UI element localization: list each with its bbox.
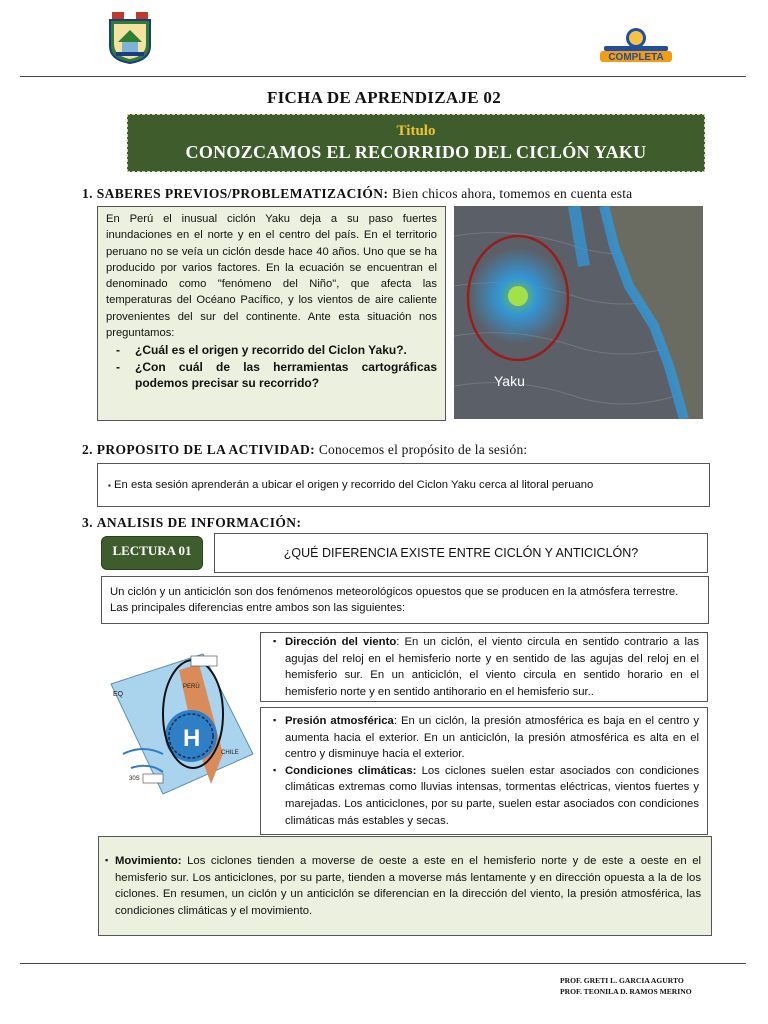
map-label-lat: 30S bbox=[129, 776, 140, 782]
map-label-eq: EQ bbox=[113, 691, 124, 698]
top-divider bbox=[20, 76, 746, 77]
wind-direction-box bbox=[260, 632, 708, 702]
teacher-name: PROF. GRETI L. GARCIA AGURTO bbox=[560, 976, 684, 985]
wind-text: : En un ciclón, el viento circula en sentido contrario a las agujas del reloj en el hemisferio norte y en sentido de las agujas del reloj en el hemisferio sur. En un anticiclón, el viento circula en sentido horario en el hemisferio norte y en sentido antihorario en el hemisferio sur.. bbox=[285, 636, 699, 698]
purpose-box bbox=[97, 463, 710, 507]
anticyclone-map-image bbox=[103, 634, 255, 832]
question-heading: ¿QUÉ DIFERENCIA EXISTE ENTRE CICLÓN Y ANTICICLÓN? bbox=[214, 533, 708, 573]
school-crest-logo bbox=[106, 12, 154, 64]
teacher-name: PROF. TEONILA D. RAMOS MERINO bbox=[560, 986, 692, 996]
bullet-icon: ▪ bbox=[273, 764, 277, 775]
map-label-chile: CHILE bbox=[221, 750, 239, 756]
movement-box bbox=[98, 836, 712, 936]
list-item: - ¿Con cuál de las herramientas cartográficas podemos precisar su recorrido? bbox=[116, 360, 437, 391]
section-3-heading bbox=[82, 515, 722, 531]
wind-term: Dirección del viento bbox=[285, 636, 397, 648]
climate-term: Condiciones climáticas: bbox=[285, 764, 417, 777]
title-banner bbox=[127, 114, 705, 172]
section-number: 1. bbox=[82, 186, 93, 201]
image-label: Yaku bbox=[494, 373, 525, 389]
yaku-satellite-image bbox=[454, 206, 703, 419]
teacher-credits bbox=[560, 976, 760, 997]
purpose-line bbox=[108, 479, 593, 491]
intro-text-box bbox=[97, 206, 446, 421]
question-list bbox=[106, 342, 437, 391]
bullet-icon: ▪ bbox=[273, 715, 277, 725]
jornada-completa-logo bbox=[598, 26, 674, 66]
section-2-heading bbox=[82, 442, 722, 458]
pressure-climate-box bbox=[260, 707, 708, 835]
pressure-text: : En un ciclón, la presión atmosférica es baja en el centro y aumenta hacia el exterior. En un anticiclón, la presión atmosférica es alta en el centro y disminuye hacia el exterior. bbox=[285, 715, 699, 761]
list-item: - ¿Cuál es el origen y recorrido del Ciclon Yaku?. bbox=[116, 343, 407, 358]
map-label-high: H bbox=[183, 725, 201, 752]
section-number: 3. bbox=[82, 515, 93, 530]
section-intro: Conocemos el propósito de la sesión: bbox=[318, 442, 528, 457]
intro-paragraph: En Perú el inusual ciclón Yaku deja a su paso fuertes inundaciones en el norte y en el centro del país. En el territorio peruano no se veía un ciclón desde hace 40 años. Uno que se ha producido por varios factores. En la ecuación se encuentran el denominado como "fenómeno del Niño", que afecta las temperaturas del Océano Pacífico, y los vientos de aire caliente provenientes del sur del continente. Ante esta situación nos preguntamos: bbox=[106, 213, 437, 340]
purpose-text: En esta sesión aprenderán a ubicar el origen y recorrido del Ciclon Yaku cerca al litoral peruano bbox=[113, 479, 594, 491]
movement-text: Los ciclones tienden a moverse de oeste a este en el hemisferio norte y de este a oeste en el hemisferio sur. Los anticiclones, por su parte, tienden a moverse más lentamente y en dirección opuesta a la de los ciclones. En resumen, un ciclón y un anticiclón se diferencian en la dirección del viento, la presión atmosférica, las condiciones climáticas y el movimiento. bbox=[115, 855, 701, 917]
section-title: SABERES PREVIOS/PROBLEMATIZACIÓN: bbox=[96, 186, 389, 201]
definition-box: Un ciclón y un anticiclón son dos fenómenos meteorológicos opuestos que se producen en la atmósfera terrestre. Las principales diferencias entre ambos son las siguientes: bbox=[101, 576, 709, 624]
logo-text: COMPLETA bbox=[608, 52, 664, 63]
bullet-icon: ▪ bbox=[105, 855, 109, 865]
pressure-item bbox=[273, 713, 699, 763]
wind-direction-item bbox=[273, 634, 699, 700]
section-intro: Bien chicos ahora, tomemos en cuenta esta bbox=[392, 186, 633, 201]
bullet-icon: ▪ bbox=[108, 481, 111, 490]
climate-text: Los ciclones suelen estar asociados con condiciones climáticas extremas como lluvias intensas, tormentas eléctricas, vientos fuertes y marejadas. Los anticiclones, por su parte, suelen estar asociados con condiciones climáticas más estables y secas. bbox=[285, 764, 699, 827]
title-label: Titulo bbox=[396, 123, 436, 139]
bullet-icon: ▪ bbox=[273, 636, 277, 646]
section-title: ANALISIS DE INFORMACIÓN: bbox=[96, 515, 302, 530]
climate-item bbox=[273, 763, 699, 829]
section-number: 2. bbox=[82, 442, 93, 457]
bottom-divider bbox=[20, 963, 746, 964]
page-title: FICHA DE APRENDIZAJE 02 bbox=[266, 88, 502, 107]
section-title: PROPOSITO DE LA ACTIVIDAD: bbox=[96, 442, 316, 457]
map-label-peru: PERÚ bbox=[183, 684, 200, 690]
lectura-tag: LECTURA 01 bbox=[101, 536, 203, 570]
movement-item bbox=[105, 853, 701, 919]
movement-term: Movimiento: bbox=[115, 855, 182, 867]
title-text: CONOZCAMOS EL RECORRIDO DEL CICLÓN YAKU bbox=[185, 142, 647, 162]
section-1-heading bbox=[82, 186, 722, 202]
pressure-term: Presión atmosférica bbox=[285, 715, 394, 727]
